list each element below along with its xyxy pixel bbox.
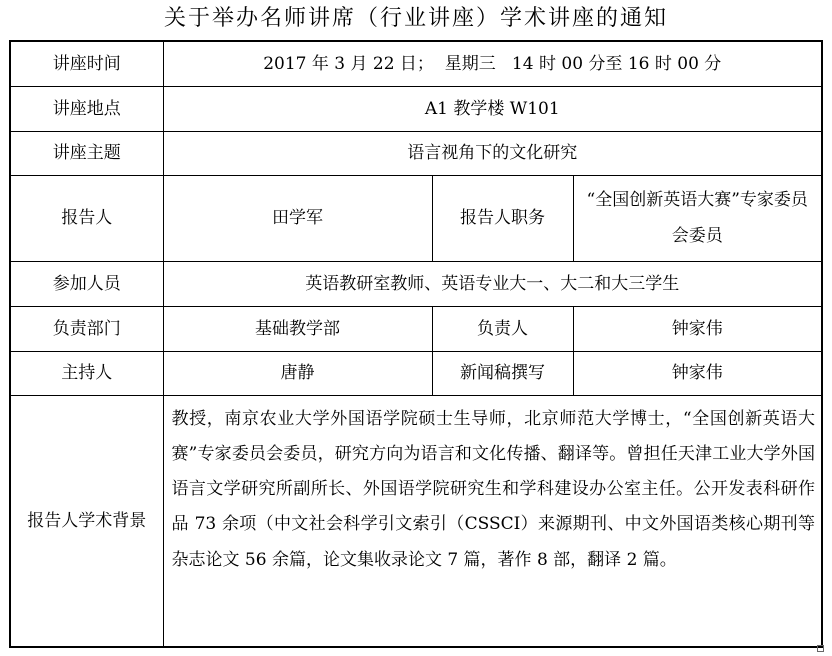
host-value: 唐静 [163,351,432,395]
speaker-title-value: “全国创新英语大赛”专家委员会委员 [573,175,822,261]
background-label: 报告人学术背景 [10,395,163,647]
place-value: A1 教学楼 W101 [163,86,822,131]
time-value: 2017 年 3 月 22 日； 星期三 14 时 00 分至 16 时 00 分 [163,41,822,86]
writer-value: 钟家伟 [573,351,822,395]
speaker-title-label: 报告人职务 [432,175,573,261]
table-row [10,261,822,306]
speaker-value: 田学军 [163,175,432,261]
attendees-value: 英语教研室教师、英语专业大一、大二和大三学生 [163,261,822,306]
time-label: 讲座时间 [10,41,163,86]
table-row [10,41,822,86]
dept-label: 负责部门 [10,306,163,351]
table-row [10,306,822,351]
speaker-label: 报告人 [10,175,163,261]
document-title: 关于举办名师讲席（行业讲座）学术讲座的通知 [163,6,668,31]
topic-label: 讲座主题 [10,131,163,175]
topic-value: 语言视角下的文化研究 [163,131,822,175]
background-value: 教授，南京农业大学外国语学院硕士生导师，北京师范大学博士，“全国创新英语大赛”专家委员会委员，研究方向为语言和文化传播、翻译等。曾担任天津工业大学外国语言文学研究所副所长、外国语学院研究生和学科建设办公室主任。公开发表科研作品 73 余项（中文社会科学引文索引（CSSCI）来源期刊、中文外国语类核心期刊等杂志论文 56 余篇，论文集收录论文 7 篇，著作 8 部，翻译 2 篇。 [163,395,822,647]
dept-value: 基础教学部 [163,306,432,351]
writer-label: 新闻稿撰写 [432,351,573,395]
place-label: 讲座地点 [10,86,163,131]
table-resize-handle[interactable] [817,645,824,652]
attendees-label: 参加人员 [10,261,163,306]
table-row [10,131,822,175]
lecture-info-table [9,40,823,648]
table-row [10,351,822,395]
table-row [10,175,822,261]
responsible-person-label: 负责人 [432,306,573,351]
table-row [10,86,822,131]
host-label: 主持人 [10,351,163,395]
table-row [10,395,822,647]
responsible-person-value: 钟家伟 [573,306,822,351]
